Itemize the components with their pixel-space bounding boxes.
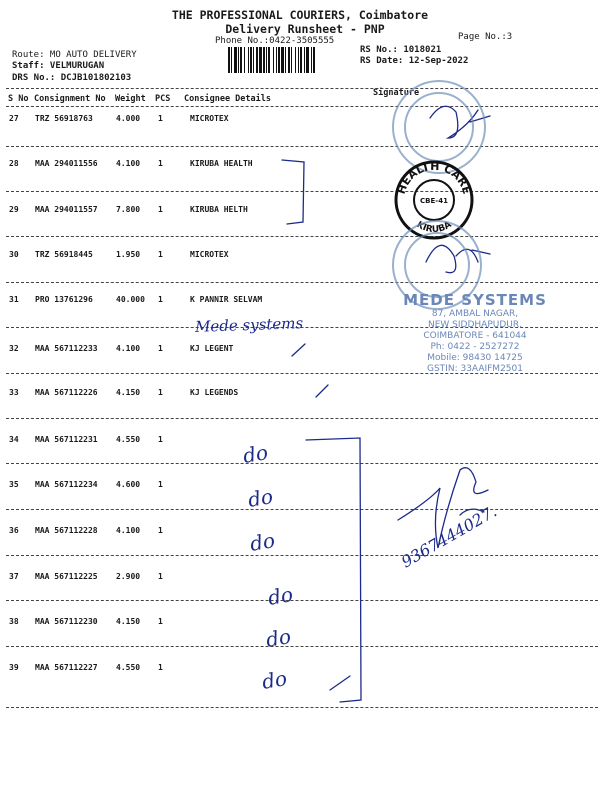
cell-consignment: MAA 567112228 [35, 526, 98, 535]
cell-sno: 32 [9, 344, 19, 353]
cell-sno: 39 [9, 663, 19, 672]
cell-sno: 31 [9, 295, 19, 304]
cell-consignee: MICROTEX [190, 250, 229, 259]
cell-consignment: PRO 13761296 [35, 295, 93, 304]
cell-weight: 4.100 [116, 526, 141, 535]
kiruba-stamp-center-text: CBE-41 [420, 197, 448, 205]
document-subtitle: Delivery Runsheet - PNP [225, 22, 385, 36]
kiruba-stamp-bottom-text: KIRUBA [414, 219, 454, 236]
handwritten-ditto-6: do [260, 666, 289, 694]
cell-weight: 4.150 [116, 388, 141, 397]
cell-sno: 33 [9, 388, 19, 397]
col-header-consignee: Consignee Details [184, 94, 271, 104]
cell-consignment: MAA 567112231 [35, 435, 98, 444]
mede-stamp-addr2: NEW SIDDHAPUDUR, [428, 320, 522, 330]
cell-sno: 27 [9, 114, 19, 123]
cell-consignee: KIRUBA HELTH [190, 205, 248, 214]
cell-pcs: 1 [158, 114, 163, 123]
cell-weight: 1.950 [116, 250, 141, 259]
cell-consignment: MAA 567112234 [35, 480, 98, 489]
col-header-signature: Signature [373, 88, 420, 98]
rs-number: RS No.: 1018021 [360, 45, 442, 55]
cell-pcs: 1 [158, 295, 163, 304]
cell-weight: 40.000 [116, 295, 145, 304]
cell-weight: 4.100 [116, 344, 141, 353]
cell-weight: 2.900 [116, 572, 141, 581]
route-label: Route: MO AUTO DELIVERY [12, 50, 137, 60]
cell-consignment: MAA 567112226 [35, 388, 98, 397]
cell-consignee: MICROTEX [190, 114, 229, 123]
mede-stamp-mobile: Mobile: 98430 14725 [427, 353, 523, 363]
cell-pcs: 1 [158, 435, 163, 444]
mede-stamp-phone: Ph: 0422 - 2527272 [430, 342, 520, 352]
header-phone: Phone No.:0422-3505555 [215, 36, 335, 46]
round-stamp-top-inner [404, 92, 474, 162]
mede-stamp-gstin: GSTIN: 33AAIFM2501 [427, 364, 523, 374]
cell-consignment: MAA 567112225 [35, 572, 98, 581]
staff-label: Staff: VELMURUGAN [12, 61, 105, 71]
cell-sno: 28 [9, 159, 19, 168]
cell-pcs: 1 [158, 205, 163, 214]
col-header-sno: S No [8, 94, 29, 104]
cell-pcs: 1 [158, 480, 163, 489]
cell-weight: 4.000 [116, 114, 141, 123]
cell-consignment: MAA 294011557 [35, 205, 98, 214]
cell-weight: 4.100 [116, 159, 141, 168]
cell-weight: 4.550 [116, 663, 141, 672]
handwritten-mede-systems: Mede systems [194, 314, 304, 336]
cell-consignment: TRZ 56918763 [35, 114, 93, 123]
cell-consignee: KJ LEGENT [190, 344, 234, 353]
cell-sno: 29 [9, 205, 19, 214]
mede-stamp-addr3: COIMBATORE - 641044 [423, 331, 527, 341]
cell-consignment: TRZ 56918445 [35, 250, 93, 259]
cell-pcs: 1 [158, 159, 163, 168]
col-header-consignment: Consignment No [34, 94, 106, 104]
cell-consignment: MAA 567112227 [35, 663, 98, 672]
round-stamp-middle-inner [404, 232, 470, 298]
cell-pcs: 1 [158, 663, 163, 672]
cell-pcs: 1 [158, 344, 163, 353]
cell-weight: 4.600 [116, 480, 141, 489]
cell-weight: 7.800 [116, 205, 141, 214]
cell-weight: 4.550 [116, 435, 141, 444]
cell-pcs: 1 [158, 250, 163, 259]
cell-consignment: MAA 567112233 [35, 344, 98, 353]
drs-number: DRS No.: DCJB101802103 [12, 73, 132, 83]
handwritten-ditto-5: do [264, 624, 293, 652]
cell-pcs: 1 [158, 572, 163, 581]
page-number: Page No.:3 [458, 32, 513, 42]
handwritten-ditto-1: do [241, 440, 270, 468]
handwritten-ditto-4: do [266, 582, 295, 610]
cell-sno: 35 [9, 480, 19, 489]
cell-consignee: KIRUBA HEALTH [190, 159, 253, 168]
cell-sno: 34 [9, 435, 19, 444]
col-header-weight: Weight [115, 94, 146, 104]
rs-date: RS Date: 12-Sep-2022 [360, 56, 469, 66]
cell-sno: 37 [9, 572, 19, 581]
cell-consignee: KJ LEGENDS [190, 388, 239, 397]
cell-pcs: 1 [158, 526, 163, 535]
handwritten-ditto-3: do [248, 528, 277, 556]
cell-consignment: MAA 567112230 [35, 617, 98, 626]
handwritten-phone-number: 9367444027. [398, 501, 501, 572]
cell-sno: 36 [9, 526, 19, 535]
svg-text:HEALTH CARE [395, 160, 474, 196]
cell-consignee: K PANNIR SELVAM [190, 295, 263, 304]
cell-pcs: 1 [158, 388, 163, 397]
cell-weight: 4.150 [116, 617, 141, 626]
cell-consignment: MAA 294011556 [35, 159, 98, 168]
col-header-pcs: PCS [155, 94, 171, 104]
document-title: THE PROFESSIONAL COURIERS, Coimbatore [171, 8, 429, 22]
kiruba-stamp-top-text: HEALTH CARE [394, 159, 474, 196]
cell-pcs: 1 [158, 617, 163, 626]
mede-stamp-addr1: 87, AMBAL NAGAR, [431, 309, 519, 319]
cell-sno: 30 [9, 250, 19, 259]
handwritten-ditto-2: do [246, 484, 275, 512]
cell-sno: 38 [9, 617, 19, 626]
mede-stamp-name: MEDE SYSTEMS [403, 291, 547, 309]
